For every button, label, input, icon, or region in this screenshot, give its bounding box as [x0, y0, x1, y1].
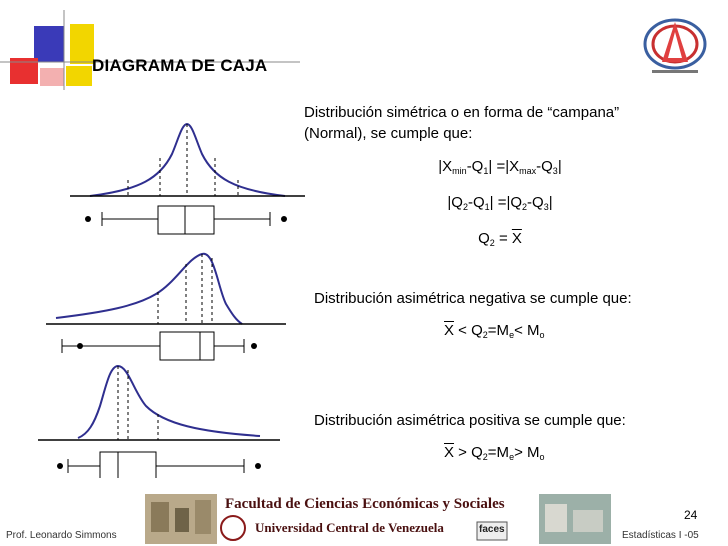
outlier-left	[77, 343, 83, 349]
symmetric-line2: (Normal), se cumple que:	[304, 125, 473, 142]
outlier-right	[255, 463, 261, 469]
banner-line1: Facultad de Ciencias Económicas y Sociales	[225, 496, 505, 512]
banner-logo-text: faces	[479, 524, 505, 535]
symmetric-formula-2: $|Q_2-Q_1| =|Q_2-Q_3|$	[447, 194, 553, 212]
negative-boxplot-figure	[36, 248, 296, 364]
negative-formula: $\overline{X} < Q_2=M_e< M_o$	[444, 322, 545, 340]
positive-description: Distribución asimétrica positiva se cumple que:	[314, 412, 626, 429]
symmetric-formula-3: $Q_2 = \overline{X}$	[478, 230, 522, 248]
positive-formula: $\overline{X} > Q_2=M_e> M_o$	[444, 444, 545, 462]
outlier-left	[57, 463, 63, 469]
box	[158, 206, 214, 234]
outlier-right	[251, 343, 257, 349]
box	[100, 452, 156, 478]
deco-blue-square	[34, 26, 64, 62]
deco-yellow-square-2	[66, 66, 92, 86]
university-logo	[640, 14, 710, 80]
positive-skew-curve	[78, 366, 260, 438]
author: Prof. Leonardo Simmons	[6, 530, 117, 541]
page-number: 24	[684, 508, 698, 522]
page-title: DIAGRAMA DE CAJA	[92, 56, 268, 75]
course: Estadísticas I -05	[622, 530, 699, 541]
symmetric-boxplot-figure	[60, 118, 310, 248]
symmetric-formula-1: $|X_{min}-Q_1| =|X_{max}-Q_3|$	[438, 158, 562, 176]
box	[160, 332, 214, 360]
symmetric-line1: Distribución simétrica o en forma de “campana”	[304, 104, 620, 121]
faculty-banner	[145, 494, 611, 544]
positive-boxplot-figure	[30, 362, 290, 478]
outlier-right	[281, 216, 287, 222]
symmetric-description	[304, 102, 704, 144]
negative-description: Distribución asimétrica negativa se cumple que:	[314, 290, 632, 307]
banner-line2: Universidad Central de Venezuela	[255, 520, 444, 535]
deco-pink-square	[40, 68, 64, 86]
negative-skew-curve	[56, 254, 242, 324]
decorative-squares	[0, 0, 300, 90]
outlier-left	[85, 216, 91, 222]
deco-yellow-square	[70, 24, 94, 64]
